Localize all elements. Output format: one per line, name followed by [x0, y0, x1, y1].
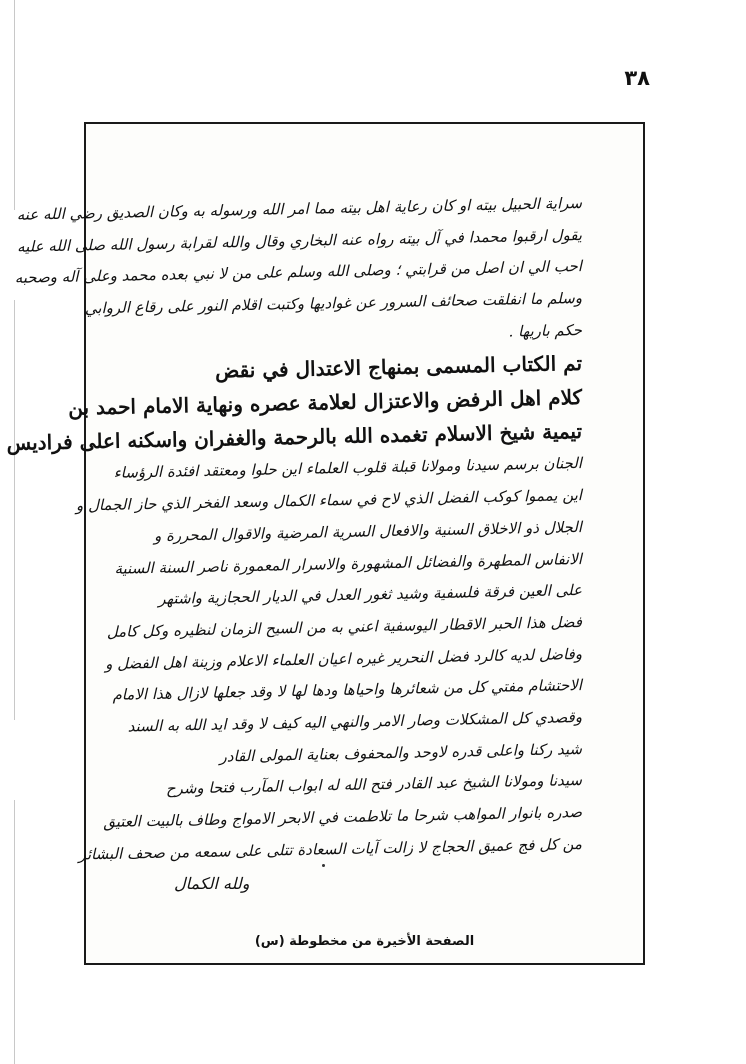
manuscript-line: الانفاس المطهرة والفضائل المشهورة والاسرار المعمورة ناصر السنة السنية [114, 549, 583, 578]
manuscript-line: من كل فج عميق الحجاج لا زالت آيات السعادة تتلى على سمعه من صحف البشائر [78, 834, 583, 864]
manuscript-line: وفاضل لديه كالرد فضل النحرير غيره اعيان العلماء الاعلام وزينة اهل الفضل و [104, 644, 583, 673]
manuscript-heading-line: تيمية شيخ الاسلام تغمده الله بالرحمة والغفران واسكنه اعلى فراديس [6, 419, 583, 456]
manuscript-line: صدره بانوار المواهب شرحا ما تلاطمت في الابحر الامواج وطاف بالبيت العتيق [103, 803, 583, 832]
manuscript-line: اين يمموا كوكب الفضل الذي لاح في سماء الكمال وسعد الفخر الذي حاز الجمال و [75, 486, 583, 515]
page-number: ٣٨ [624, 66, 650, 90]
manuscript-line: سراية الحبيل بيته او كان رعاية اهل بيته مما امر الله ورسوله به وكان الصديق رضي الله عنه [16, 194, 583, 224]
manuscript-line: احب الي ان اصل من قرابتي ؛ وصلى الله وسلم على من لا نبي بعده محمد وعلى آله وصحبه [14, 257, 583, 288]
manuscript-line: وسلم ما انفلقت صحائف السرور عن غواديها وكتبت اقلام النور على رقاع الروابي [84, 289, 583, 318]
manuscript-heading-line: تم الكتاب المسمى بمنهاج الاعتدال في نقض [214, 351, 583, 384]
figure-caption: الصفحة الأخيرة من مخطوطة (س) [254, 934, 475, 949]
gutter-mark-middle [14, 300, 15, 720]
manuscript-heading-line: كلام اهل الرفض والاعتزال لعلامة عصره ونهاية الامام احمد بن [67, 385, 583, 421]
manuscript-line: الجلال ذو الاخلاق السنية والافعال السرية المرضية والاقوال المحررة و [153, 517, 583, 545]
gutter-mark-top [14, 0, 15, 210]
manuscript-line: شيد ركنا واعلى قدره لاوحد والمحفوف بعناية المولى القادر [219, 739, 583, 766]
gutter-mark-bottom [14, 800, 15, 1064]
manuscript-text [6, 188, 583, 864]
manuscript-line: سيدنا ومولانا الشيخ عبد القادر فتح الله له ابواب المآرب فتحا وشرح [165, 771, 583, 799]
manuscript-line: الجنان برسم سيدنا ومولانا قبلة قلوب العلماء اين حلوا ومعتقد افئدة الرؤساء [113, 454, 583, 483]
closing-phrase: ولله الكمال [174, 874, 250, 893]
manuscript-line: وقصدي كل المشكلات وصار الامر والنهي اليه كيف لا وقد ايد الله به السند [127, 707, 583, 736]
manuscript-line: فضل هذا الحبر الاقطار اليوسفية اعني به من السيح الزمان لنظيره وكل كامل [106, 612, 583, 641]
manuscript-line: الاحتشام مفتي كل من شعائرها واحياها ودها لها لا وقد جعلها لازال هذا الامام [112, 676, 583, 705]
manuscript-line: على العين فرقة فلسفية وشيد ثغور العدل في الديار الحجازية واشتهر [158, 581, 583, 609]
manuscript-line: حكم باريها . [508, 320, 583, 341]
stray-ink-mark [322, 864, 325, 867]
manuscript-line: يقول ارقبوا محمدا في آل بيته رواه عنه البخاري وقال والله لقرابة رسول الله صلى الله عليه [16, 225, 583, 256]
